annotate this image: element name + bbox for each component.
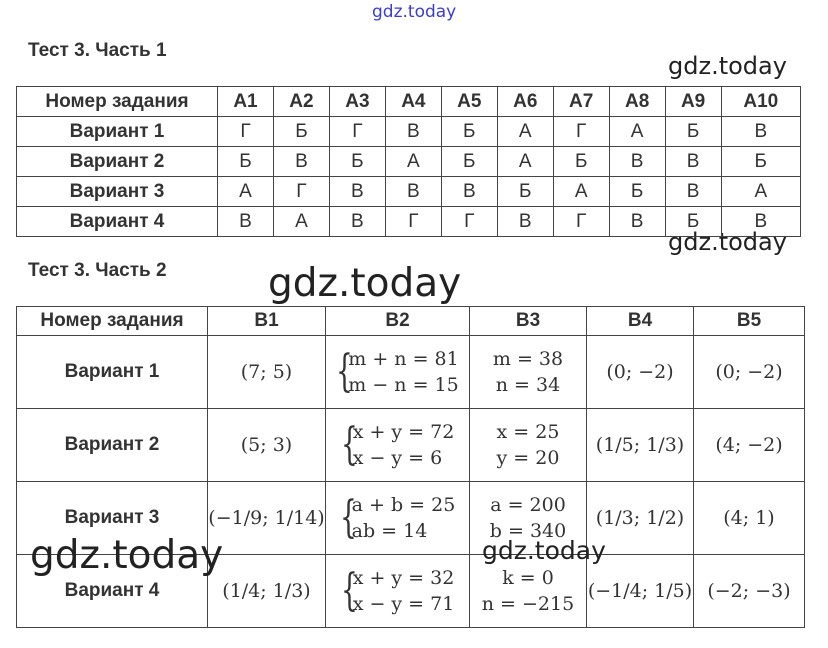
header-cell: А5 [441, 87, 497, 117]
answer-cell: В [721, 207, 800, 237]
row-label: Вариант 1 [17, 117, 218, 147]
answer-cell: Б [665, 117, 721, 147]
answer-b4: (1/5; 1/3) [587, 409, 694, 482]
answer-cell: В [609, 147, 665, 177]
value-line: m = 38 [492, 348, 564, 370]
part1-table [16, 86, 801, 237]
watermark: gdz.today [668, 228, 787, 256]
answer-b1: (5; 3) [208, 409, 326, 482]
answer-b4: (0; −2) [587, 336, 694, 409]
table-row [17, 336, 805, 409]
equation-line: x − y = 71 [352, 593, 455, 615]
answer-b4: (1/3; 1/2) [587, 482, 694, 555]
row-label: Вариант 2 [17, 409, 208, 482]
answer-b5: (4; 1) [694, 482, 805, 555]
equation-line: x − y = 6 [352, 447, 443, 469]
value-line: x = 25 [496, 421, 560, 443]
answer-cell: В [385, 117, 441, 147]
part2-title: Тест 3. Часть 2 [28, 260, 167, 281]
answer-cell: Г [329, 117, 385, 147]
watermark: gdz.today [268, 261, 462, 306]
answer-b3 [470, 336, 587, 409]
answer-cell: Б [609, 177, 665, 207]
answer-b5: (4; −2) [694, 409, 805, 482]
answer-b2: { m + n = 81 m − n = 15 [326, 336, 470, 409]
answer-cell: В [665, 147, 721, 177]
answer-b1: (1/4; 1/3) [208, 555, 326, 628]
answer-cell: В [721, 117, 800, 147]
header-cell: А7 [553, 87, 609, 117]
part2-table [16, 306, 805, 628]
header-cell: Номер задания [17, 87, 218, 117]
answer-cell: А [497, 117, 553, 147]
answer-cell: Г [218, 117, 274, 147]
answer-cell: Б [329, 147, 385, 177]
equation-line: x + y = 72 [352, 421, 455, 443]
answer-cell: В [218, 207, 274, 237]
answer-cell: Б [553, 147, 609, 177]
answer-b3 [470, 409, 587, 482]
equation-line: x + y = 32 [352, 567, 455, 589]
part1-title: Тест 3. Часть 1 [28, 40, 167, 61]
answer-cell: В [497, 207, 553, 237]
header-cell: А9 [665, 87, 721, 117]
watermark: gdz.today [30, 533, 224, 578]
table-row [17, 117, 801, 147]
answer-cell: А [609, 117, 665, 147]
answer-cell: Г [553, 117, 609, 147]
table-row [17, 409, 805, 482]
answer-cell: Б [497, 177, 553, 207]
answer-cell: Б [218, 147, 274, 177]
answer-cell: А [721, 177, 800, 207]
answer-cell: А [273, 207, 329, 237]
answer-cell: Г [273, 177, 329, 207]
header-cell: А3 [329, 87, 385, 117]
value-line: k = 0 [502, 567, 554, 589]
watermark-top: gdz.today [372, 2, 457, 22]
answer-cell: Г [385, 207, 441, 237]
answer-b4: (−1/4; 1/5) [587, 555, 694, 628]
header-cell: А4 [385, 87, 441, 117]
answer-cell: В [385, 177, 441, 207]
header-cell: А10 [721, 87, 800, 117]
header-cell: Номер задания [17, 307, 208, 336]
row-label: Вариант 2 [17, 147, 218, 177]
answer-cell: В [441, 177, 497, 207]
value-line: y = 20 [496, 447, 560, 469]
equation-line: ab = 14 [351, 520, 428, 542]
value-line: n = −215 [481, 593, 575, 615]
part2-header-row [17, 307, 805, 336]
answer-b2: { x + y = 72 x − y = 6 [326, 409, 470, 482]
answer-cell: В [329, 207, 385, 237]
row-label: Вариант 3 [17, 177, 218, 207]
answer-cell: А [553, 177, 609, 207]
part1-header-row [17, 87, 801, 117]
row-label: Вариант 4 [17, 555, 208, 628]
header-cell: А6 [497, 87, 553, 117]
answer-b2: { x + y = 32 x − y = 71 [326, 555, 470, 628]
header-cell: А1 [218, 87, 274, 117]
header-cell: А2 [273, 87, 329, 117]
answer-cell: Г [553, 207, 609, 237]
equation-line: m + n = 81 [348, 348, 459, 370]
equation-line: a + b = 25 [351, 494, 456, 516]
header-cell: В3 [470, 307, 587, 336]
equation-line: m − n = 15 [348, 374, 459, 396]
header-cell: В5 [694, 307, 805, 336]
watermark: gdz.today [668, 52, 787, 80]
answer-cell: Б [721, 147, 800, 177]
answer-b1: (7; 5) [208, 336, 326, 409]
watermark: gdz.today [482, 536, 606, 565]
value-line: b = 340 [489, 520, 567, 542]
answer-b1: (−1/9; 1/14) [208, 482, 326, 555]
answer-cell: А [385, 147, 441, 177]
answer-b2: { a + b = 25 ab = 14 [326, 482, 470, 555]
answer-cell: Б [441, 117, 497, 147]
header-cell: В1 [208, 307, 326, 336]
table-row [17, 207, 801, 237]
table-row [17, 177, 801, 207]
row-label: Вариант 3 [17, 482, 208, 555]
answer-cell: Г [441, 207, 497, 237]
answer-cell: В [329, 177, 385, 207]
row-label: Вариант 1 [17, 336, 208, 409]
answer-b3 [470, 555, 587, 628]
header-cell: А8 [609, 87, 665, 117]
answer-b5: (0; −2) [694, 336, 805, 409]
value-line: n = 34 [495, 374, 561, 396]
answer-cell: Б [273, 117, 329, 147]
answer-cell: В [273, 147, 329, 177]
answer-cell: Б [665, 207, 721, 237]
answer-cell: В [665, 177, 721, 207]
value-line: a = 200 [490, 494, 566, 516]
answer-cell: А [218, 177, 274, 207]
answer-cell: А [497, 147, 553, 177]
answer-cell: В [609, 207, 665, 237]
header-cell: В4 [587, 307, 694, 336]
answer-b5: (−2; −3) [694, 555, 805, 628]
header-cell: В2 [326, 307, 470, 336]
row-label: Вариант 4 [17, 207, 218, 237]
table-row [17, 147, 801, 177]
answer-cell: Б [441, 147, 497, 177]
